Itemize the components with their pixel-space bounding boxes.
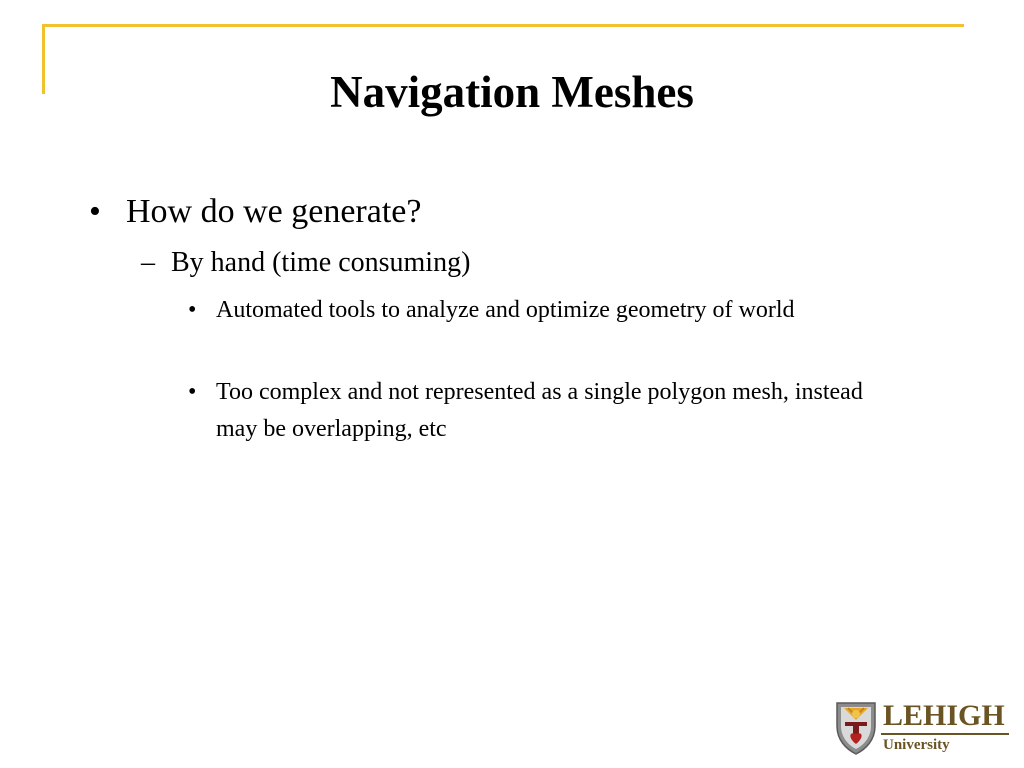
- bullet-text: How do we generate?: [126, 193, 422, 230]
- slide-title: Navigation Meshes: [330, 67, 694, 117]
- bullet-marker: •: [89, 193, 101, 230]
- logo-subtitle: University: [883, 737, 950, 753]
- bullet-marker: •: [188, 379, 197, 405]
- university-shield-icon: [834, 700, 878, 756]
- bullet-marker: –: [141, 247, 155, 278]
- bullet-text: Too complex and not represented as a single polygon mesh, instead may be overlapping, etc: [216, 379, 863, 442]
- bullet-text: By hand (time consuming): [171, 247, 471, 278]
- lehigh-logo: [834, 700, 1014, 758]
- logo-name: LEHIGH: [883, 699, 1005, 732]
- logo-divider: [881, 733, 1009, 735]
- bullet-marker: •: [188, 297, 197, 323]
- bullet-text: Automated tools to analyze and optimize geometry of world: [216, 297, 795, 323]
